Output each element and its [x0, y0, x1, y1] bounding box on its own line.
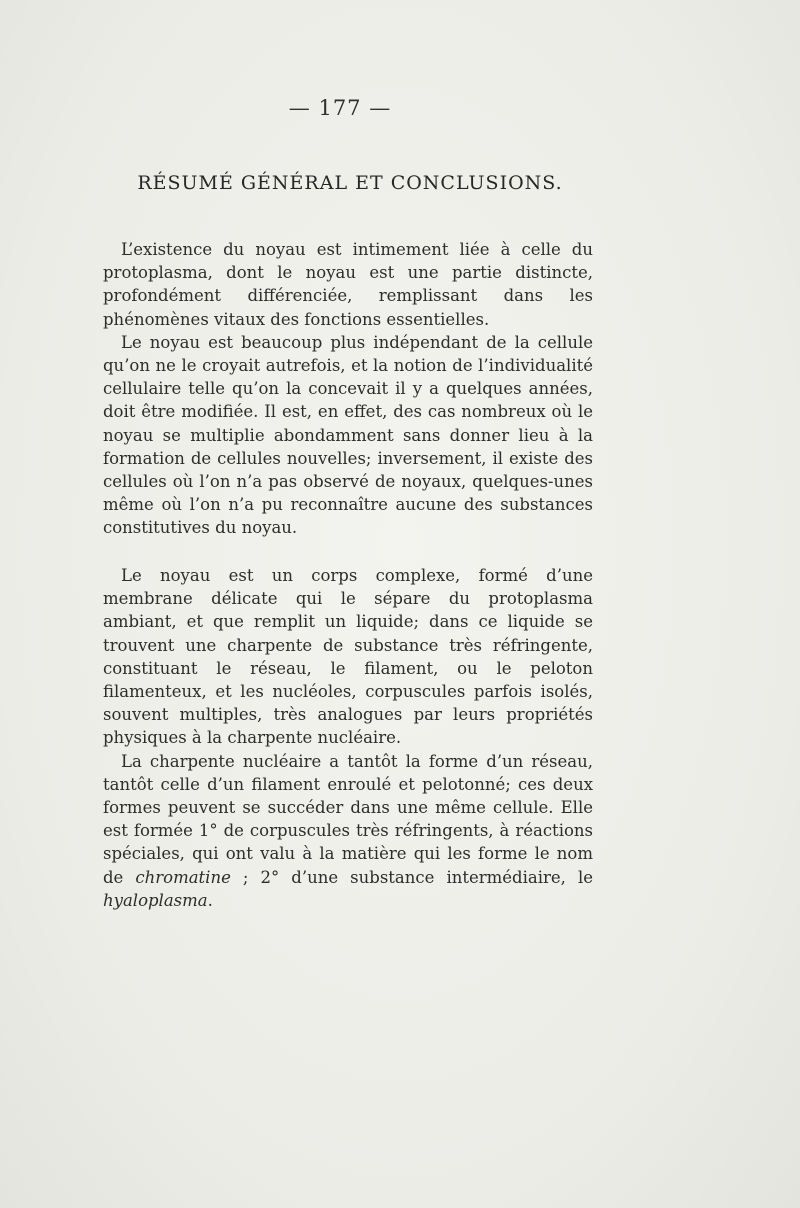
paragraph: L’existence du noyau est intimement liée à celle du protoplasma, dont le noyau est une partie distincte, profondément différenciée, remplissant dans les phénomènes vitaux des fonctions essentielles.	[103, 240, 593, 329]
paragraph: Le noyau est beaucoup plus indépendant de la cellule qu’on ne le croyait autrefois, et la notion de l’individualité cellulaire telle qu’on la concevait il y a quelques années, doit être modifiée. Il est, en effet, des cas nombreux où le noyau se multiplie abondamment sans donner lieu à la formation de cellules nouvelles; inversement, il existe des cellules où l’on n’a pas observé de noyaux, quelques-unes même où l’on n’a pu reconnaître aucune des substances constitutives du noyau.	[103, 332, 593, 538]
paragraph-text: La charpente nucléaire a tantôt la forme d’un réseau, tantôt celle d’un filament enroulé et pelotonné; ces deux formes peuvent se succéder dans une même cellule. Elle est formée 1° de corpuscules très réfringents, à réactions spéciales, qui ont valu à la matière qui les forme le nom de	[103, 751, 593, 887]
term-chromatine: chromatine	[135, 867, 231, 887]
paragraph: Le noyau est un corps complexe, formé d’une membrane délicate qui le sépare du protoplasma ambiant, et que remplit un liquide; dans ce liquide se trouvent une charpente de substance très réfringente, constituant le réseau, le filament, ou le peloton filamenteux, et les nucléoles, corpuscules parfois isolés, souvent multiples, très analogues par leurs propriétés physiques à la charpente nucléaire.	[103, 566, 593, 748]
paragraph-text: .	[207, 890, 213, 910]
paragraph	[103, 750, 593, 912]
paragraph-text: ; 2° d’une substance intermédiaire, le	[230, 867, 593, 887]
page-number: — 177 —	[288, 96, 392, 120]
term-hyaloplasma: hyaloplasma	[103, 890, 208, 910]
text-block-1	[103, 238, 593, 540]
text-block-2	[103, 564, 593, 912]
section-title: RÉSUMÉ GÉNÉRAL ET CONCLUSIONS.	[137, 172, 563, 194]
